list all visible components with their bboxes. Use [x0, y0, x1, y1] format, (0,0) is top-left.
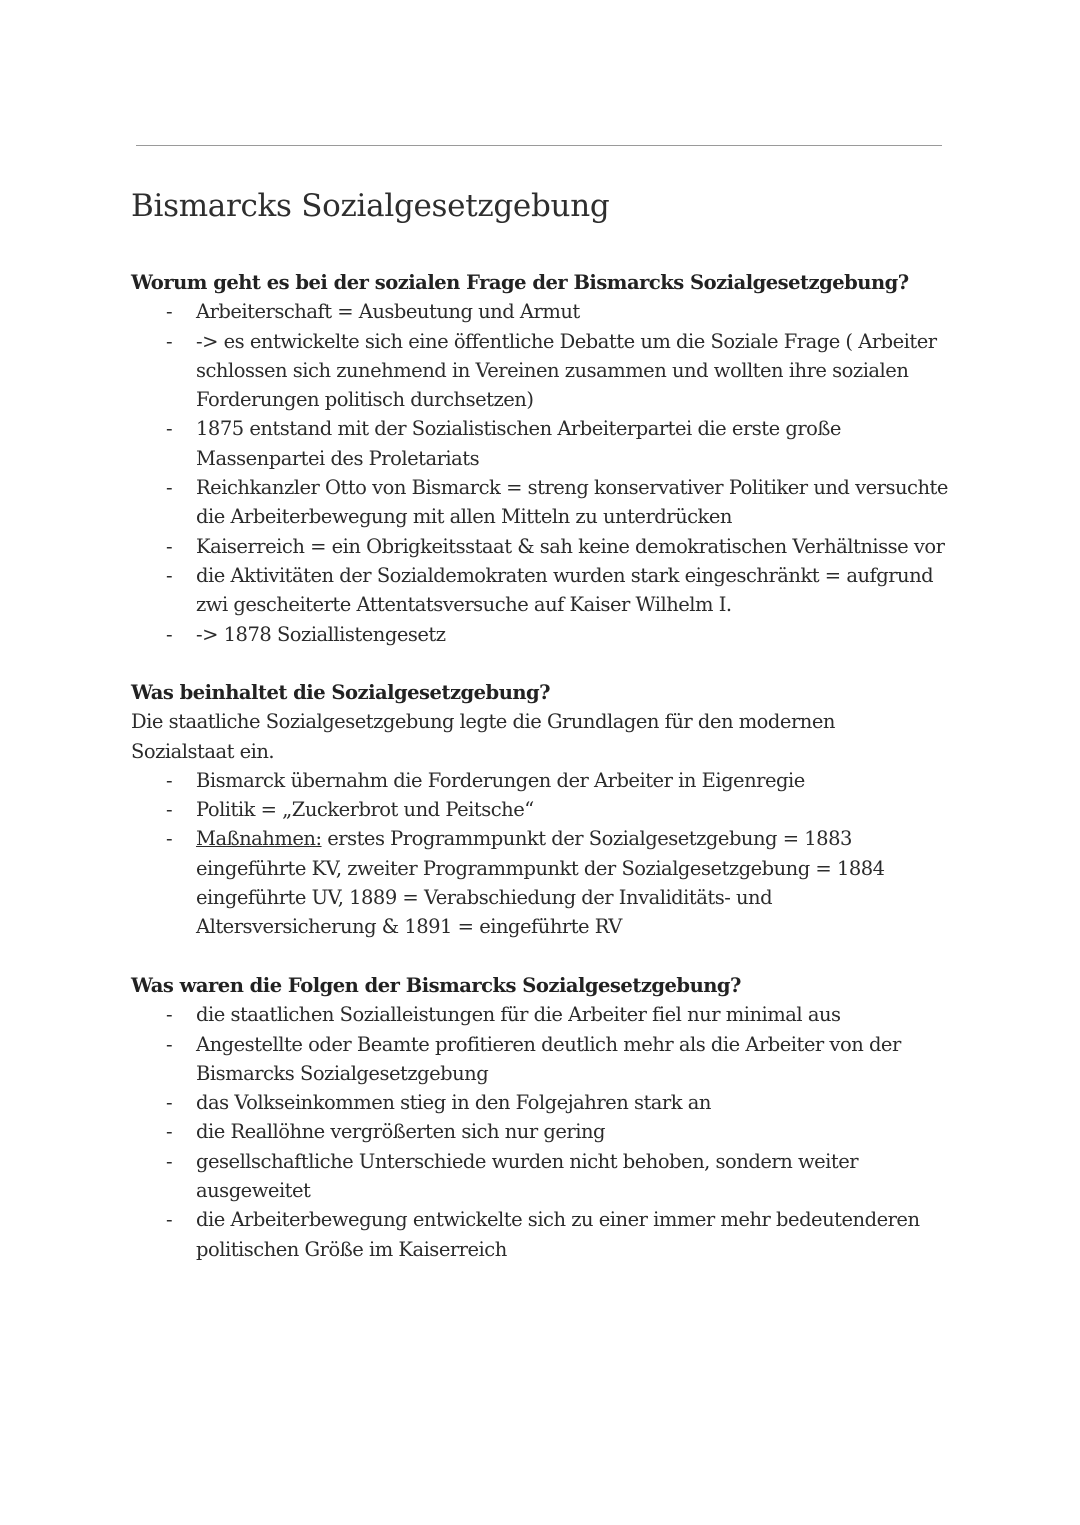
list-item — [131, 1117, 956, 1146]
measures-label: Maßnahmen: — [196, 827, 322, 851]
list-item — [131, 1000, 956, 1029]
section-heading: Was beinhaltet die Sozialgesetzgebung? — [131, 681, 551, 704]
list-item-text: Politik = „Zuckerbrot und Peitsche“ — [196, 798, 534, 822]
list-item-text: -> es entwickelte sich eine öffentliche Debatte um die Soziale Frage ( Arbeiter schlossen sich zunehmend in Vereinen zusammen und wollten ihre sozialen Forderungen politisch durchsetzen) — [196, 329, 937, 412]
section-legislation-content — [131, 678, 961, 942]
bullet-dash: - — [166, 1003, 173, 1027]
section-heading: Was waren die Folgen der Bismarcks Sozialgesetzgebung? — [131, 974, 741, 997]
bullet-dash: - — [166, 622, 173, 646]
bullet-dash: - — [166, 563, 173, 587]
list-item — [131, 473, 956, 532]
list-item-text: die Aktivitäten der Sozialdemokraten wurden stark eingeschränkt = aufgrund zwi gescheiterte Attentatsversuche auf Kaiser Wilhelm I. — [196, 563, 934, 617]
list-item — [131, 561, 956, 620]
bullet-dash: - — [166, 1032, 173, 1056]
bullet-list — [131, 766, 961, 942]
bullet-dash: - — [166, 329, 173, 353]
list-item — [131, 1030, 956, 1089]
section-consequences — [131, 971, 961, 1264]
list-item — [131, 1088, 956, 1117]
list-item-text: Arbeiterschaft = Ausbeutung und Armut — [196, 300, 580, 324]
bullet-dash: - — [166, 300, 173, 324]
list-item — [131, 1205, 956, 1264]
bullet-dash: - — [166, 1120, 173, 1144]
section-social-question — [131, 268, 961, 649]
bullet-dash: - — [166, 1091, 173, 1115]
intro-paragraph: Die staatliche Sozialgesetzgebung legte die Grundlagen für den modernen Sozialstaat ein. — [131, 710, 835, 763]
list-item-text: die Arbeiterbewegung entwickelte sich zu einer immer mehr bedeutenderen politischen Größe im Kaiserreich — [196, 1208, 920, 1261]
list-item — [131, 414, 956, 473]
list-item — [131, 824, 956, 941]
list-item-text: Angestellte oder Beamte profitieren deutlich mehr als die Arbeiter von der Bismarcks Sozialgesetzgebung — [196, 1032, 901, 1085]
list-item — [131, 1147, 956, 1206]
page-title: Bismarcks Sozialgesetzgebung — [131, 188, 610, 224]
measures-text: erstes Programmpunkt der Sozialgesetzgebung = 1883 eingeführte KV, zweiter Programmpunkt der Sozialgesetzgebung = 1884 eingeführte UV, 1889 = Verabschiedung der Invaliditäts- und Altersversicherung & 1891 = eingeführte RV — [196, 827, 885, 939]
list-item-text: Kaiserreich = ein Obrigkeitsstaat & sah keine demokratischen Verhältnisse vor — [196, 534, 945, 558]
bullet-dash: - — [166, 417, 173, 441]
bullet-dash: - — [166, 534, 173, 558]
bullet-dash: - — [166, 768, 173, 792]
list-item — [131, 795, 956, 824]
horizontal-rule — [136, 145, 942, 146]
list-item-text: Bismarck übernahm die Forderungen der Arbeiter in Eigenregie — [196, 768, 805, 792]
list-item — [131, 327, 956, 415]
list-item — [131, 297, 956, 326]
bullet-dash: - — [166, 476, 173, 500]
bullet-dash: - — [166, 798, 173, 822]
list-item-text: die Reallöhne vergrößerten sich nur gering — [196, 1120, 605, 1144]
bullet-list — [131, 1000, 961, 1264]
bullet-dash: - — [166, 1149, 173, 1173]
bullet-list — [131, 297, 961, 649]
list-item — [131, 766, 956, 795]
section-heading: Worum geht es bei der sozialen Frage der Bismarcks Sozialgesetzgebung? — [131, 271, 909, 294]
list-item-text: Reichkanzler Otto von Bismarck = streng konservativer Politiker und versuchte die Arbeiterbewegung mit allen Mitteln zu unterdrücken — [196, 476, 948, 529]
list-item — [131, 532, 956, 561]
list-item-text: das Volkseinkommen stieg in den Folgejahren stark an — [196, 1091, 711, 1115]
list-item-text: -> 1878 Soziallistengesetz — [196, 622, 446, 646]
list-item-text: die staatlichen Sozialleistungen für die Arbeiter fiel nur minimal aus — [196, 1003, 841, 1027]
bullet-dash: - — [166, 1208, 173, 1232]
bullet-dash: - — [166, 827, 173, 851]
list-item-text: gesellschaftliche Unterschiede wurden nicht behoben, sondern weiter ausgeweitet — [196, 1149, 859, 1203]
list-item — [131, 620, 956, 649]
list-item-text: 1875 entstand mit der Sozialistischen Arbeiterpartei die erste große Massenpartei des Proletariats — [196, 417, 841, 470]
